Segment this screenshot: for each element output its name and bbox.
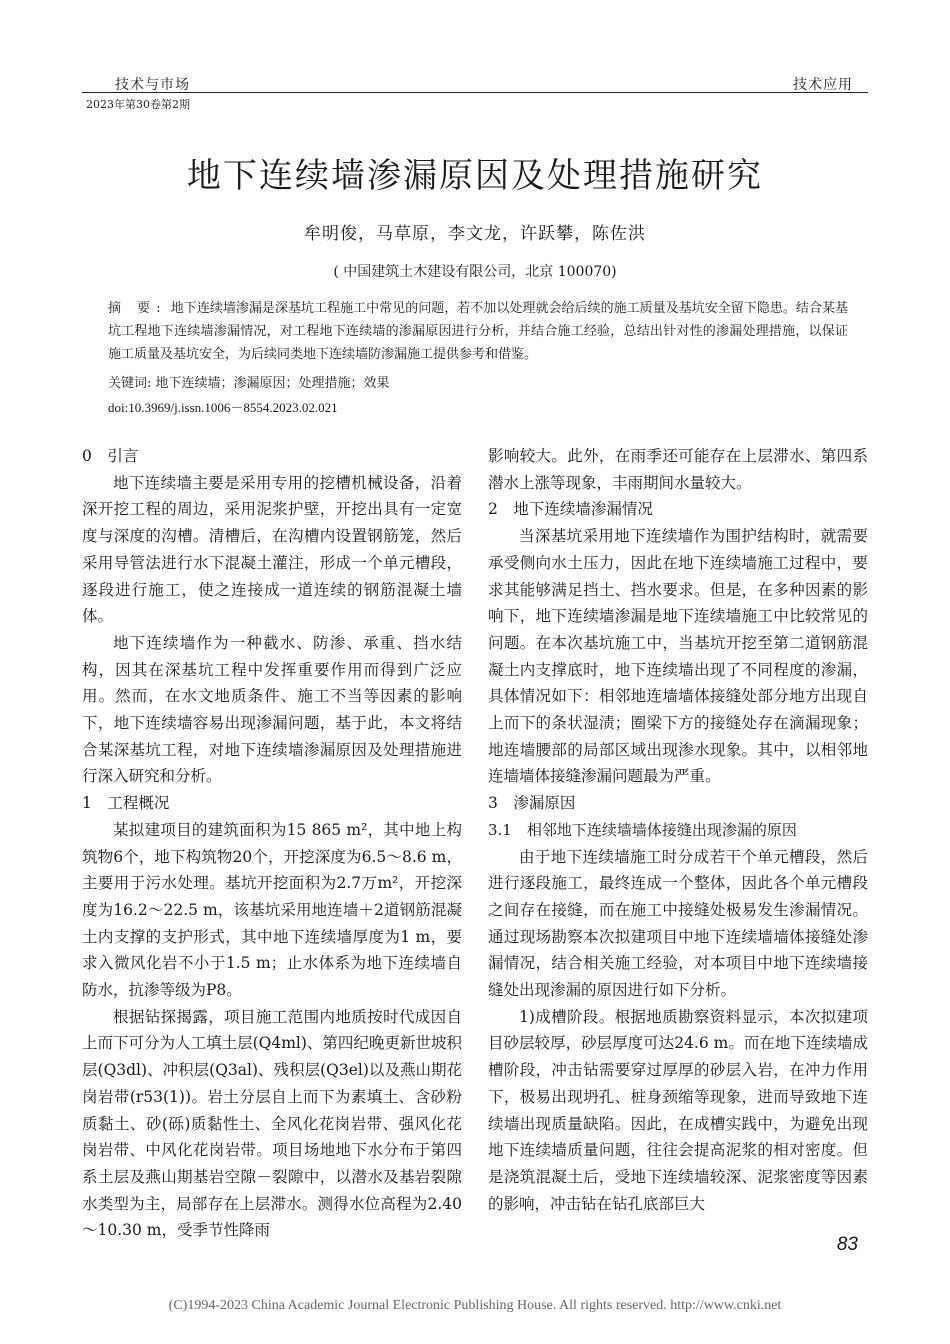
section-heading-causes: 3 渗漏原因 xyxy=(488,794,576,813)
affiliation: ( 中国建筑土木建设有限公司，北京 100070) xyxy=(333,264,617,280)
header-divider xyxy=(82,92,868,93)
keywords-text: 地下连续墙；渗漏原因；处理措施；效果 xyxy=(155,376,390,391)
paragraph: 当深基坑采用地下连续墙作为围护结构时，就需要承受侧向水土压力，因此在地下连续墙施工过程中，要求其能够满足挡土、挡水要求。但是，在多种因素的影响下，地下连续墙渗漏是地下连续墙施工中比较常见的问题。在本次基坑施工中，当基坑开挖至第二道钢筋混凝土内支撑底时，地下连续墙出现了不同程度的渗漏，具体情况如下：相邻地连墙墙体接缝处部分地方出现自上而下的条状湿渍；圈梁下方的接缝处存在滴漏现象；地连墙腰部的局部区域出现渗水现象。其中，以相邻地连墙墙体接缝渗漏问题最为严重。 xyxy=(488,527,868,786)
paragraph: 由于地下连续墙施工时分成若干个单元槽段，然后进行逐段施工，最终连成一个整体，因此各个单元槽段之间存在接缝，而在施工中接缝处极易发生渗漏情况。通过现场勘察本次拟建项目中地下连续墙墙体接缝处渗漏情况，结合相关施工经验，对本项目中地下连续墙接缝处出现渗漏的原因进行如下分析。 xyxy=(488,847,868,1000)
section-name: 技术应用 xyxy=(793,77,853,93)
issue-info: 2023年第30卷第2期 xyxy=(86,98,190,111)
paragraph-continued: 影响较大。此外，在雨季还可能存在上层滞水、第四系潜水上涨等现象，丰雨期间水量较大。 xyxy=(488,447,868,492)
page-number: 83 xyxy=(836,1234,858,1255)
paragraph: 根据钻探揭露，项目施工范围内地质按时代成因自上而下可分为人工填土层(Q4ml)、第四纪晚更新世坡积层(Q3dl)、冲积层(Q3al)、残积层(Q3el)以及燕山期花岗岩带(r53(1))。岩土分层自上而下为素填土、含砂粉质黏土、砂(砾)质黏性土、全风化花岗岩带、强风化花岗岩带、中风化花岗岩带。项目场地地下水分布于第四系土层及燕山期基岩空隙－裂隙中，以潜水及基岩裂隙水类型为主，局部存在上层滞水。测得水位高程为2.40～10.30 m，受季节性降雨 xyxy=(82,1007,462,1240)
doi: doi:10.3969/j.issn.1006－8554.2023.02.021 xyxy=(108,400,338,415)
article-title: 地下连续墙渗漏原因及处理措施研究 xyxy=(187,156,763,196)
abstract-text: 地下连续墙渗漏是深基坑工程施工中常见的问题，若不加以处理就会给后续的施工质量及基坑安全留下隐患。结合某基坑工程地下连续墙渗漏情况，对工程地下连续墙的渗漏原因进行分析，并结合施工经验，总结出针对性的渗漏处理措施，以保证施工质量及基坑安全，为后续同类地下连续墙防渗漏施工提供参考和借鉴。 xyxy=(108,301,848,362)
right-column xyxy=(488,443,868,1217)
paragraph: 地下连续墙作为一种截水、防渗、承重、挡水结构，因其在深基坑工程中发挥重要作用而得到广泛应用。然而，在水文地质条件、施工不当等因素的影响下，地下连续墙容易出现渗漏问题，基于此，本文将结合某深基坑工程，对地下连续墙渗漏原因及处理措施进行深入研究和分析。 xyxy=(82,633,462,786)
journal-name: 技术与市场 xyxy=(115,77,190,93)
section-heading-leakage: 2 地下连续墙渗漏情况 xyxy=(488,500,653,519)
section-heading-overview: 1 工程概况 xyxy=(82,794,170,813)
abstract xyxy=(108,297,848,366)
subsection-heading-joint: 3.1 相邻地下连续墙墙体接缝出现渗漏的原因 xyxy=(488,820,797,839)
authors: 牟明俊，马草原，李文龙，许跃攀，陈佐洪 xyxy=(304,224,646,244)
paragraph: 1)成槽阶段。根据地质勘察资料显示，本次拟建项目砂层较厚，砂层厚度可达24.6 m。而在地下连续墙成槽阶段，冲击钻需要穿过厚厚的砂层入岩，在冲力作用下，极易出现坍孔、桩身颈缩等现象，进而导致地下连续墙出现质量缺陷。因此，在成槽实践中，为避免出现地下连续墙质量问题，往往会提高泥浆的相对密度。但是浇筑混凝土后，受地下连续墙较深、泥浆密度等因素的影响，冲击钻在钻孔底部巨大 xyxy=(488,1007,868,1213)
abstract-label: 摘 要: xyxy=(108,301,167,316)
paragraph: 某拟建项目的建筑面积为15 865 m²，其中地上构筑物6个，地下构筑物20个，开挖深度为6.5～8.6 m，主要用于污水处理。基坑开挖面积为2.7万m²，开挖深度为16.2～22.5 m，该基坑采用地连墙＋2道钢筋混凝土内支撑的支护形式，其中地下连续墙厚度为1 m，要求入微风化岩不小于1.5 m；止水体系为地下连续墙自防水，抗渗等级为P8。 xyxy=(82,820,462,1000)
keywords-label: 关键词: xyxy=(108,376,152,391)
keywords xyxy=(108,372,848,395)
paragraph: 地下连续墙主要是采用专用的挖槽机械设备，沿着深开挖工程的周边，采用泥浆护壁，开挖出具有一定宽度与深度的沟槽。清槽后，在沟槽内设置钢筋笼，然后采用导管法进行水下混凝土灌注，形成一个单元槽段，逐段进行施工，使之连接成一道连续的钢筋混凝土墙体。 xyxy=(82,473,462,626)
left-column xyxy=(82,443,462,1244)
section-heading-intro: 0 引言 xyxy=(82,447,139,465)
copyright-footer: (C)1994-2023 China Academic Journal Electronic Publishing House. All rights reserved. http://www.cnki.net xyxy=(168,1298,782,1313)
